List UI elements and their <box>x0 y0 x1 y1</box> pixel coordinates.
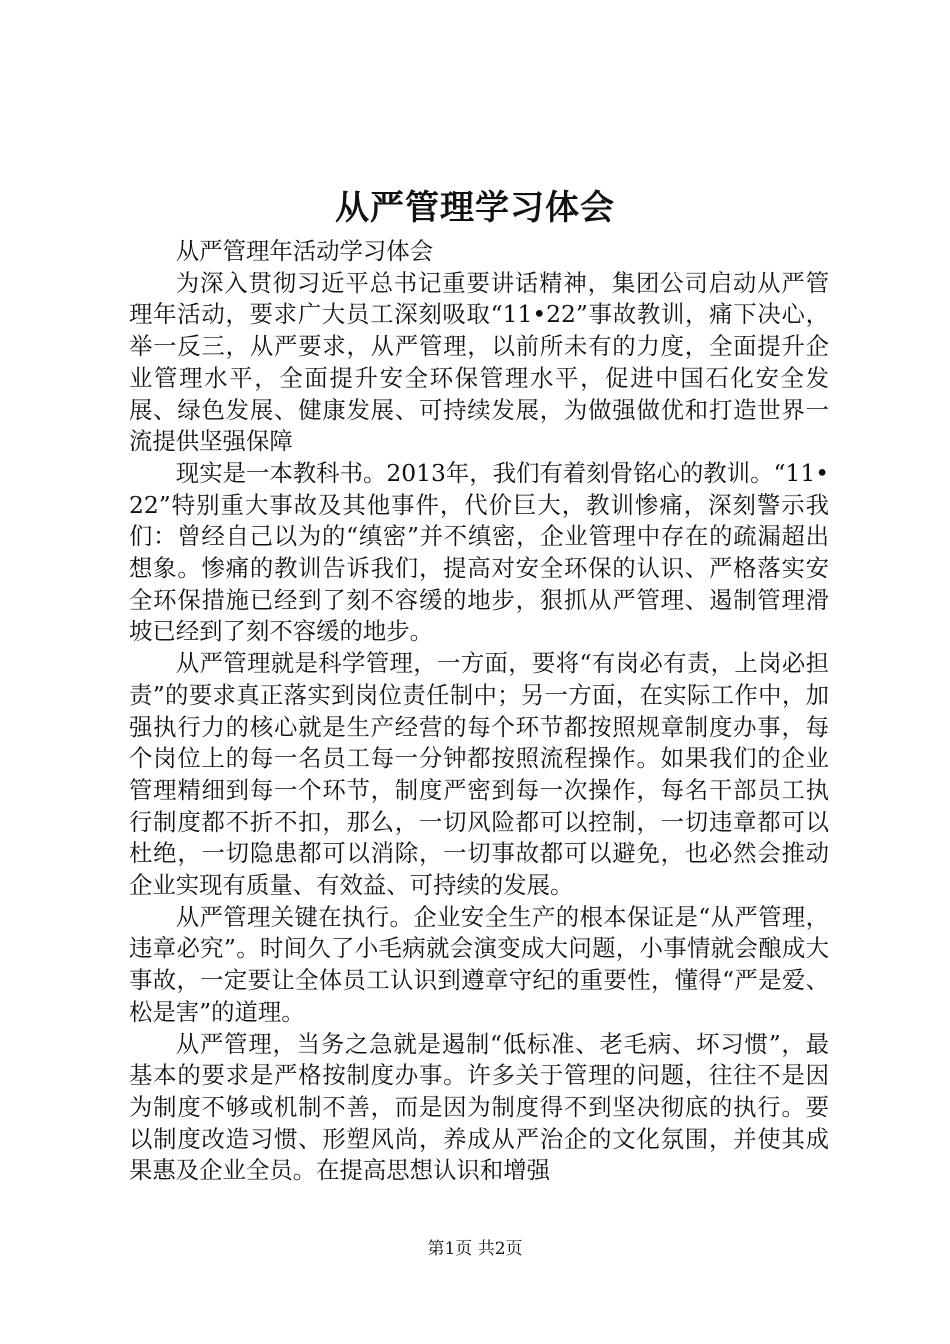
body-paragraph: 从严管理就是科学管理，一方面，要将“有岗必有责，上岗必担责”的要求真正落实到岗位责任制中；另一方面，在实际工作中，加强执行力的核心就是生产经营的每个环节都按照规章制度办事，每个岗位上的每一名员工每一分钟都按照流程操作。如果我们的企业管理精细到每一个环节，制度严密到每一次操作，每名干部员工执行制度都不折不扣，那么，一切风险都可以控制，一切违章都可以杜绝，一切隐患都可以消除，一切事故都可以避免，也必然会推动企业实现有质量、有效益、可持续的发展。 <box>129 649 829 900</box>
body-paragraph: 现实是一本教科书。2013年，我们有着刻骨铭心的教训。“11•22”特别重大事故及其他事件，代价巨大，教训惨痛，深刻警示我们：曾经自己以为的“缜密”并不缜密，企业管理中存在的疏漏超出想象。惨痛的教训告诉我们，提高对安全环保的认识、严格落实安全环保措施已经到了刻不容缓的地步，狠抓从严管理、遏制管理滑坡已经到了刻不容缓的地步。 <box>129 458 829 646</box>
page-footer: 第1页 共2页 <box>427 1239 523 1259</box>
body-paragraph: 为深入贯彻习近平总书记重要讲话精神，集团公司启动从严管理年活动，要求广大员工深刻吸取“11•22”事故教训，痛下决心，举一反三，从严要求，从严管理，以前所未有的力度，全面提升企业管理水平，全面提升安全环保管理水平，促进中国石化安全发展、绿色发展、健康发展、可持续发展，为做强做优和打造世界一流提供坚强保障 <box>129 268 829 456</box>
document-title: 从严管理学习体会 <box>335 188 615 228</box>
subtitle-paragraph: 从严管理年活动学习体会 <box>175 237 434 265</box>
body-paragraph: 从严管理，当务之急就是遏制“低标准、老毛病、坏习惯”，最基本的要求是严格按制度办事。许多关于管理的问题，往往不是因为制度不够或机制不善，而是因为制度得不到坚决彻底的执行。要以制度改造习惯、形塑风尚，养成从严治企的文化氛围，并使其成果惠及企业全员。在提高思想认识和增强 <box>129 1029 829 1185</box>
document-body <box>129 236 829 1187</box>
body-paragraph: 从严管理关键在执行。企业安全生产的根本保证是“从严管理，违章必究”。时间久了小毛病就会演变成大问题，小事情就会酿成大事故，一定要让全体员工认识到遵章守纪的重要性，懂得“严是爱、松是害”的道理。 <box>129 902 829 1026</box>
